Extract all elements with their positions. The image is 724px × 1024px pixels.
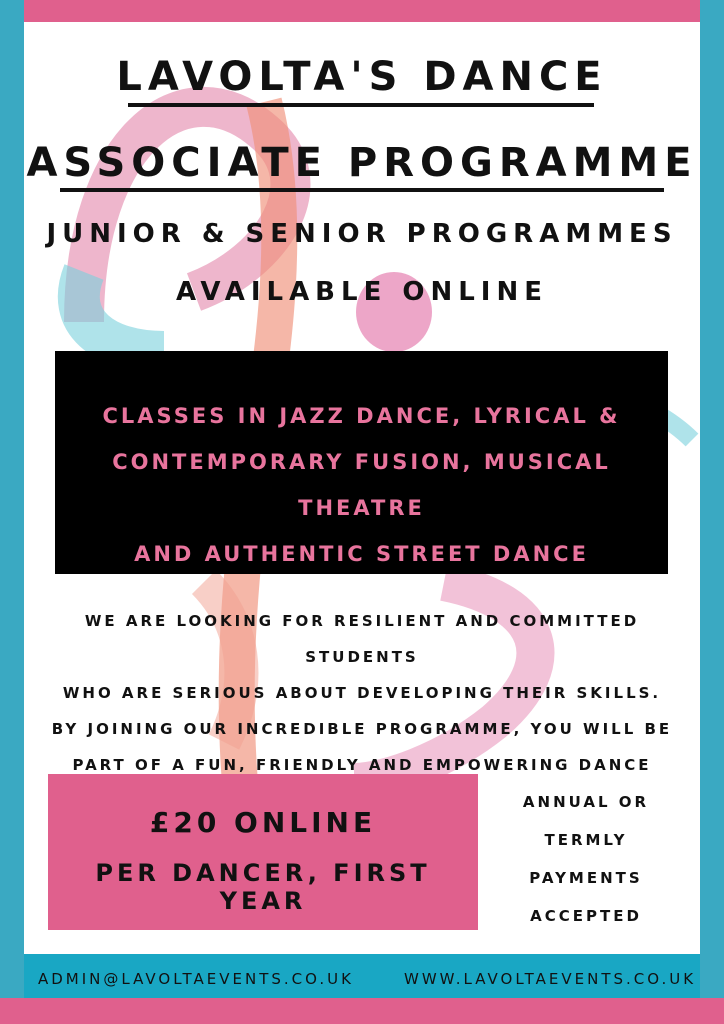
- description-line-4: PART OF A FUN, FRIENDLY AND EMPOWERING DANCE: [72, 756, 652, 774]
- payments-line-3: PAYMENTS: [529, 869, 643, 887]
- subtitle-line-2: AVAILABLE ONLINE: [175, 277, 549, 307]
- subtitle-line-1: JUNIOR & SENIOR PROGRAMMES: [46, 219, 678, 249]
- footer-email[interactable]: ADMIN@LAVOLTAEVENTS.CO.UK: [38, 970, 354, 988]
- payments-line-4: ACCEPTED: [530, 907, 642, 925]
- description-line-1: WE ARE LOOKING FOR RESILIENT AND COMMITTED STUDENTS: [84, 612, 640, 666]
- classes-text: [55, 393, 668, 577]
- price-amount: £20 ONLINE: [149, 806, 377, 839]
- title-line-2: ASSOCIATE PROGRAMME: [26, 140, 698, 186]
- description-line-2: WHO ARE SERIOUS ABOUT DEVELOPING THEIR SKILLS.: [62, 684, 662, 702]
- footer-website[interactable]: WWW.LAVOLTAEVENTS.CO.UK: [404, 970, 697, 988]
- payments-line-1: ANNUAL OR: [522, 793, 650, 811]
- payments-line-2: TERMLY: [544, 831, 628, 849]
- title-underline-2: [60, 188, 664, 192]
- price-detail: PER DANCER, FIRST YEAR: [95, 859, 431, 915]
- title-line-1: LAVOLTA'S DANCE: [116, 54, 608, 100]
- bottom-border: [0, 998, 724, 1024]
- description-line-3: BY JOINING OUR INCREDIBLE PROGRAMME, YOU WILL BE: [51, 720, 673, 738]
- top-border: [0, 0, 724, 22]
- classes-line-2: CONTEMPORARY FUSION, MUSICAL THEATRE: [112, 450, 611, 520]
- classes-line-3: AND AUTHENTIC STREET DANCE: [134, 542, 589, 566]
- title-underline-1: [128, 103, 594, 107]
- classes-line-1: CLASSES IN JAZZ DANCE, LYRICAL &: [102, 404, 621, 428]
- payments-info: [490, 783, 682, 935]
